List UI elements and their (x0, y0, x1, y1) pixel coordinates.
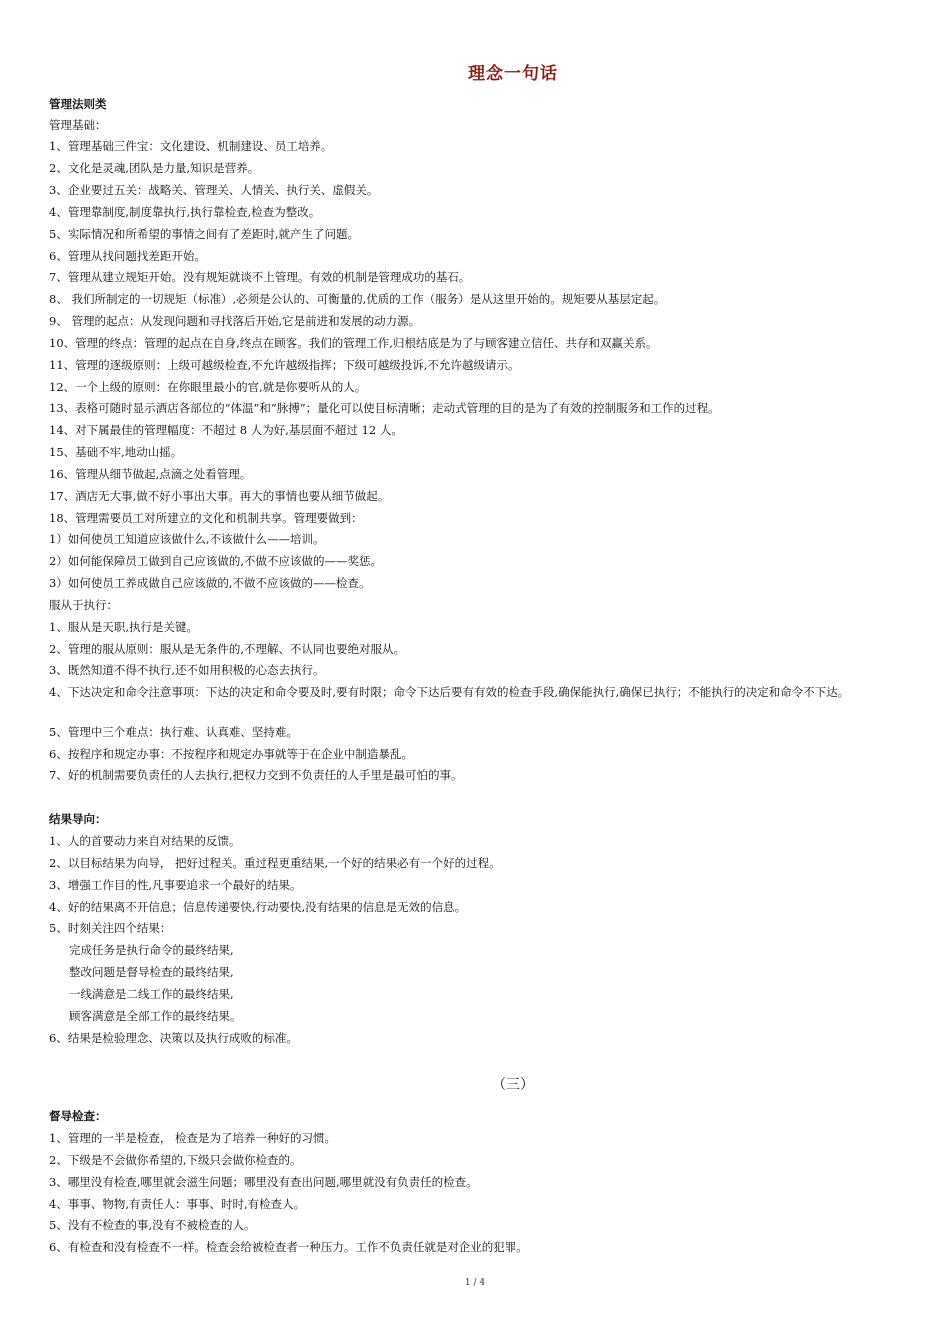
section-heading-supervision: 督导检查： (49, 1109, 107, 1123)
list-item: 16、管理从细节做起,点滴之处看管理。 (49, 467, 252, 481)
section-heading-management: 管理法则类 (49, 97, 107, 111)
list-item: 3、既然知道不得不执行,还不如用积极的心态去执行。 (49, 663, 325, 677)
list-item: 6、按程序和规定办事：不按程序和规定办事就等于在企业中制造暴乱。 (49, 747, 413, 761)
list-item: 5、管理中三个难点：执行难、认真难、坚持难。 (49, 725, 298, 739)
list-sub-item: 一线满意是二线工作的最终结果, (69, 987, 234, 1001)
list-item: 4、事事、物物,有责任人：事事、时时,有检查人。 (49, 1197, 306, 1211)
list-item: 1、服从是天职,执行是关键。 (49, 620, 198, 634)
list-sub-item: 整改问题是督导检查的最终结果, (69, 965, 234, 979)
list-item: 6、结果是检验理念、决策以及执行成败的标准。 (49, 1031, 298, 1045)
list-item: 9、 管理的起点：从发现问题和寻找落后开始,它是前进和发展的动力源。 (49, 314, 421, 328)
list-item: 5、时刻关注四个结果： (49, 921, 172, 935)
list-item: 14、对下属最佳的管理幅度：不超过 8 人为好,基层面不超过 12 人。 (49, 423, 403, 437)
list-item: 3、增强工作目的性,凡事要追求一个最好的结果。 (49, 878, 302, 892)
list-item: 4、下达决定和命令注意事项：下达的决定和命令要及时,要有时限；命令下达后要有有效的检查手段,确保能执行,确保已执行；不能执行的决定和命令不下达。 (49, 685, 850, 699)
list-item: 4、管理靠制度,制度靠执行,执行靠检查,检查为整改。 (49, 205, 321, 219)
list-item: 17、酒店无大事,做不好小事出大事。再大的事情也要从细节做起。 (49, 489, 390, 503)
list-item: 1、管理的一半是检查， 检查是为了培养一种好的习惯。 (49, 1131, 336, 1145)
list-item: 6、管理从找问题找差距开始。 (49, 249, 206, 263)
list-item: 3、企业要过五关：战略关、管理关、人情关、执行关、虚假关。 (49, 183, 379, 197)
list-item: 6、有检查和没有检查不一样。检查会给被检查者一种压力。工作不负责任就是对企业的犯罪。 (49, 1240, 528, 1254)
list-item: 3、哪里没有检查,哪里就会滋生问题；哪里没有查出问题,哪里就没有负责任的检查。 (49, 1175, 478, 1189)
list-item: 2、文化是灵魂,团队是力量,知识是营养。 (49, 161, 260, 175)
list-item: 7、管理从建立规矩开始。没有规矩就谈不上管理。有效的机制是管理成功的基石。 (49, 270, 471, 284)
list-item: 5、实际情况和所希望的事情之间有了差距时,就产生了问题。 (49, 227, 359, 241)
list-item: 2、以目标结果为向导， 把好过程关。重过程更重结果,一个好的结果必有一个好的过程。 (49, 856, 501, 870)
list-item: 11、管理的逐级原则：上级可越级检查,不允许越级指挥；下级可越级投诉,不允许越级请示。 (49, 358, 520, 372)
list-item: 3）如何使员工养成做自己应该做的,不做不应该做的——检查。 (49, 576, 371, 590)
list-item: 4、好的结果离不开信息；信息传递要快,行动要快,没有结果的信息是无效的信息。 (49, 900, 467, 914)
list-item: 7、好的机制需要负责任的人去执行,把权力交到不负责任的人手里是最可怕的事。 (49, 768, 463, 782)
list-sub-item: 顾客满意是全部工作的最终结果。 (69, 1009, 242, 1023)
list-item: 2、下级是不会做你希望的,下级只会做你检查的。 (49, 1153, 302, 1167)
list-item: 5、没有不检查的事,没有不被检查的人。 (49, 1218, 256, 1232)
part-three-heading: （三） (492, 1077, 534, 1093)
list-item: 12、一个上级的原则：在你眼里最小的官,就是你要听从的人。 (49, 380, 367, 394)
list-item: 15、基础不牢,地动山摇。 (49, 445, 183, 459)
list-item: 1、管理基础三件宝：文化建设、机制建设、员工培养。 (49, 139, 333, 153)
section-heading-results: 结果导向： (49, 812, 107, 826)
list-item: 2、管理的服从原则：服从是无条件的,不理解、不认同也要绝对服从。 (49, 642, 405, 656)
list-item: 18、管理需要员工对所建立的文化和机制共享。管理要做到： (49, 511, 363, 525)
list-item: 8、 我们所制定的一切规矩（标准）,必须是公认的、可衡量的,优质的工作（服务）是从这里开始的。规矩要从基层定起。 (49, 292, 666, 306)
list-sub-item: 完成任务是执行命令的最终结果, (69, 943, 234, 957)
list-item: 1、人的首要动力来自对结果的反馈。 (49, 834, 241, 848)
page-title: 理念一句话 (468, 64, 558, 84)
page-number: 1 / 4 (464, 1278, 486, 1288)
list-item: 1）如何使员工知道应该做什么,不该做什么——培训。 (49, 532, 325, 546)
list-item: 10、管理的终点：管理的起点在自身,终点在顾客。我们的管理工作,归根结底是为了与顾客建立信任、共存和双赢关系。 (49, 336, 658, 350)
list-item: 2）如何能保障员工做到自己应该做的,不做不应该做的——奖惩。 (49, 554, 382, 568)
list-item: 13、表格可随时显示酒店各部位的“体温”和“脉搏”；量化可以使目标清晰；走动式管理的目的是为了有效的控制服务和工作的过程。 (49, 401, 720, 415)
subheading-basics: 管理基础： (49, 118, 107, 132)
subheading-obey: 服从于执行： (49, 598, 118, 612)
